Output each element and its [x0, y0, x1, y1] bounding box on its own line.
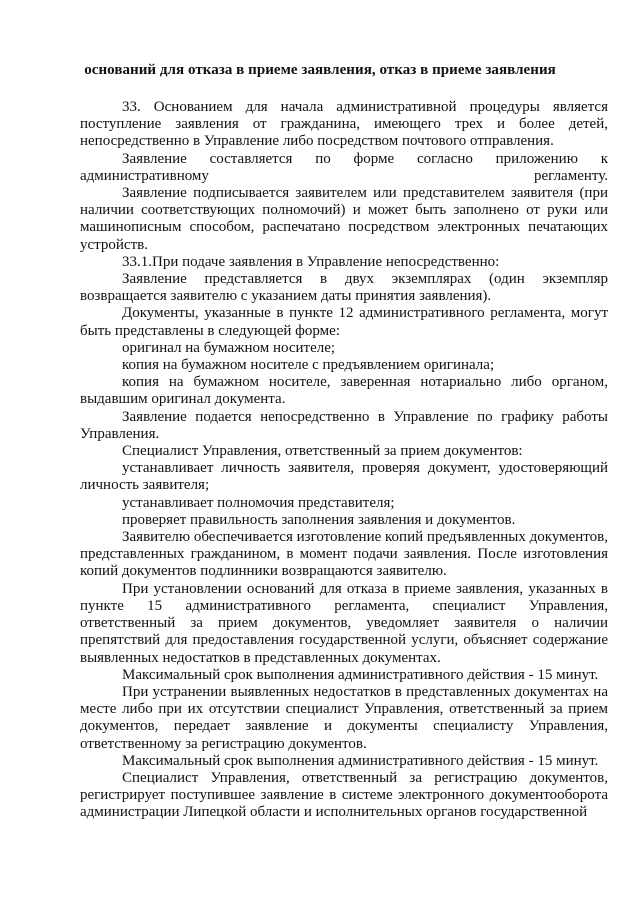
paragraph: Максимальный срок выполнения административного действия - 15 минут. — [122, 752, 599, 769]
section-heading: оснований для отказа в приеме заявления, отказ в приеме заявления — [84, 62, 556, 78]
paragraph: проверяет правильность заполнения заявления и документов. — [122, 511, 516, 528]
paragraph: При устранении выявленных недостатков в представленных документах на месте либо при их отсутствии специалист Управления, ответственный за прием документов, передает заявление и документы специалисту Управления, ответственному за регистрацию документов. — [80, 683, 608, 752]
paragraph: Документы, указанные в пункте 12 административного регламента, могут быть представлены в следующей форме: — [80, 305, 608, 339]
paragraph: Заявление подается непосредственно в Управление по графику работы Управления. — [80, 408, 608, 442]
paragraph: Специалист Управления, ответственный за регистрацию документов, регистрирует поступившее заявление в системе электронного документооборота администрации Липецкой области и исполнительных органов государственной — [80, 769, 608, 821]
paragraph: устанавливает личность заявителя, проверяя документ, удостоверяющий личность заявителя; — [80, 460, 608, 494]
paragraph: копия на бумажном носителе с предъявлением оригинала; — [122, 357, 495, 374]
document-body — [80, 99, 608, 822]
paragraph: Заявителю обеспечивается изготовление копий предъявленных документов, представленных гражданином, в момент подачи заявления. После изготовления копий документов подлинники возвращаются заявителю. — [80, 529, 608, 580]
paragraph: При установлении оснований для отказа в приеме заявления, указанных в пункте 15 административного регламента, специалист Управления, ответственный за прием документов, уведомляет заявителя о наличии препятствий для предоставления государственной услуги, объясняет содержание выявленных недостатков в представленных документах. — [80, 580, 608, 666]
paragraph: Заявление составляется по форме согласно приложению к административному регламенту. — [80, 150, 608, 184]
paragraph: Заявление представляется в двух экземплярах (один экземпляр возвращается заявителю с указанием даты принятия заявления). — [80, 271, 608, 305]
paragraph: устанавливает полномочия представителя; — [122, 494, 395, 511]
paragraph: Максимальный срок выполнения административного действия - 15 минут. — [122, 666, 599, 683]
paragraph: 33. Основанием для начала административной процедуры является поступление заявления от гражданина, имеющего трех и более детей, непосредственно в Управление либо посредством почтового отправления. — [80, 99, 608, 150]
paragraph: оригинал на бумажном носителе; — [122, 339, 336, 356]
paragraph: Заявление подписывается заявителем или представителем заявителя (при наличии соответствующих полномочий) и может быть заполнено от руки или машинописным способом, распечатано посредством электронных печатающих устройств. — [80, 185, 608, 253]
paragraph: 33.1.При подаче заявления в Управление непосредственно: — [122, 253, 500, 270]
paragraph: копия на бумажном носителе, заверенная нотариально либо органом, выдавшим оригинал документа. — [80, 374, 608, 408]
paragraph: Специалист Управления, ответственный за прием документов: — [122, 443, 523, 460]
